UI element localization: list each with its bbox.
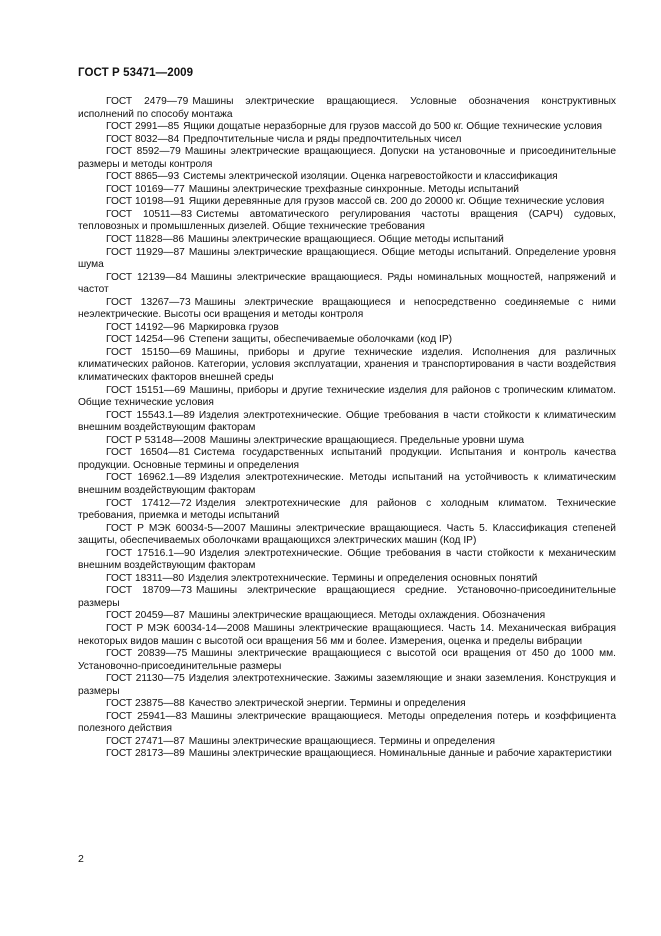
- reference-code: ГОСТ 25941—83: [106, 710, 187, 722]
- reference-item: [78, 297, 616, 322]
- reference-code: ГОСТ 13267—73: [106, 296, 191, 308]
- reference-title: Степени защиты, обеспечиваемые оболочками (код IP): [188, 334, 453, 346]
- reference-code: ГОСТ 15543.1—89: [106, 409, 195, 421]
- reference-item: [78, 610, 616, 623]
- reference-title: Машины электрические вращающиеся. Общие методы испытаний. Определение уровня шума: [78, 246, 616, 271]
- reference-title: Машины электрические трехфазные синхронные. Методы испытаний: [188, 183, 519, 195]
- reference-title: Изделия электротехнические для районов с холодным климатом. Технические требования, приемка и методы испытаний: [78, 497, 616, 522]
- reference-item: [78, 96, 616, 121]
- reference-item: [78, 573, 616, 586]
- document-header: ГОСТ Р 53471—2009: [78, 67, 194, 79]
- reference-item: [78, 673, 616, 698]
- reference-item: [78, 447, 616, 472]
- reference-code: ГОСТ 17516.1—90: [106, 547, 196, 559]
- reference-code: ГОСТ 23875—88: [106, 698, 185, 710]
- reference-code: ГОСТ 16504—81: [106, 447, 190, 459]
- reference-title: Маркировка грузов: [188, 321, 279, 333]
- reference-code: ГОСТ 28173—89: [106, 748, 185, 760]
- reference-title: Машины электрические вращающиеся. Общие методы испытаний: [188, 234, 504, 246]
- reference-code: ГОСТ 8032—84: [106, 133, 180, 145]
- reference-code: ГОСТ 11828—86: [106, 234, 185, 246]
- reference-code: ГОСТ 14192—96: [106, 321, 185, 333]
- reference-code: ГОСТ 2479—79: [106, 96, 189, 107]
- reference-title: Машины электрические вращающиеся. Методы определения потерь и коэффициента полезного действия: [78, 710, 616, 735]
- reference-title: Машины электрические вращающиеся. Термины и определения: [188, 735, 496, 747]
- reference-code: ГОСТ 11929—87: [106, 246, 185, 258]
- reference-title: Изделия электротехнические. Общие требования в части стойкости к механическим внешним воздействующим факторам: [78, 547, 616, 572]
- reference-item: [78, 548, 616, 573]
- reference-title: Предпочтительные числа и ряды предпочтительных чисел: [183, 133, 462, 145]
- reference-item: [78, 435, 616, 448]
- reference-code: ГОСТ 15150—69: [106, 346, 192, 358]
- reference-code: ГОСТ Р 53148—2008: [106, 434, 206, 446]
- reference-title: Машины электрические вращающиеся. Часть 5. Классификация степеней защиты, обеспечиваемых оболочками вращающихся электрических машин (Код IP): [78, 522, 616, 547]
- reference-code: ГОСТ 10198—91: [106, 196, 185, 208]
- reference-code: ГОСТ 10511—83: [106, 208, 193, 220]
- reference-code: ГОСТ 18311—80: [106, 572, 185, 584]
- reference-title: Машины электрические вращающиеся. Методы охлаждения. Обозначения: [188, 610, 546, 622]
- reference-code: ГОСТ 20459—87: [106, 610, 185, 622]
- reference-code: ГОСТ 18709—73: [106, 585, 192, 597]
- reference-title: Машины электрические вращающиеся и непосредственно соединяемые с ними неэлектрические. Высоты оси вращения и методы контроля: [78, 296, 616, 321]
- reference-item: [78, 134, 616, 147]
- reference-item: [78, 184, 616, 197]
- reference-code: ГОСТ 20839—75: [106, 648, 188, 660]
- reference-title: Качество электрической энергии. Термины и определения: [188, 698, 466, 710]
- reference-title: Изделия электротехнические. Термины и определения основных понятий: [188, 572, 538, 584]
- page-number: 2: [78, 853, 84, 865]
- reference-code: ГОСТ 27471—87: [106, 735, 185, 747]
- reference-item: [78, 247, 616, 272]
- reference-code: ГОСТ 21130—75: [106, 673, 185, 685]
- reference-title: Машины, приборы и другие технические изделия для районов с тропическим климатом. Общие технические условия: [78, 384, 616, 409]
- reference-item: [78, 272, 616, 297]
- reference-item: [78, 698, 616, 711]
- reference-code: ГОСТ 14254—96: [106, 334, 185, 346]
- reference-title: Машины электрические вращающиеся. Предельные уровни шума: [209, 434, 525, 446]
- reference-code: ГОСТ 12139—84: [106, 271, 187, 283]
- reference-item: [78, 196, 616, 209]
- reference-code: ГОСТ 15151—69: [106, 384, 186, 396]
- reference-item: [78, 736, 616, 749]
- reference-title: Изделия электротехнические. Общие требования в части стойкости к климатическим внешним воздействующим факторам: [78, 409, 616, 434]
- reference-code: ГОСТ 10169—77: [106, 183, 185, 195]
- reference-title: Машины электрические вращающиеся. Условные обозначения конструктивных исполнений по способу монтажа: [78, 96, 616, 120]
- reference-item: [78, 585, 616, 610]
- reference-title: Машины электрические вращающиеся. Допуски на установочные и присоединительные размеры и методы контроля: [78, 146, 617, 170]
- reference-item: [78, 523, 616, 548]
- reference-title: Машины электрические вращающиеся. Часть 14. Механическая вибрация некоторых видов машин с высотой оси вращения 56 мм и более. Измерения, оценка и пределы вибрации: [78, 622, 617, 647]
- reference-item: [78, 711, 616, 736]
- reference-title: Машины электрические вращающиеся средние. Установочно-присоединительные размеры: [78, 585, 616, 609]
- reference-item: [78, 623, 616, 648]
- reference-item: [78, 410, 616, 435]
- reference-item: [78, 472, 616, 497]
- reference-title: Машины электрические вращающиеся. Ряды номинальных мощностей, напряжений и частот: [78, 271, 616, 296]
- reference-code: ГОСТ 8592—79: [106, 146, 181, 158]
- reference-title: Машины электрические вращающиеся с высотой оси вращения от 450 до 1000 мм. Установочно-присоединительные размеры: [78, 648, 616, 672]
- reference-code: ГОСТ 8865—93: [106, 171, 180, 183]
- reference-title: Изделия электротехнические. Зажимы заземляющие и знаки заземления. Конструкция и размеры: [78, 673, 617, 697]
- reference-title: Ящики дощатые неразборные для грузов массой до 500 кг. Общие технические условия: [183, 121, 603, 133]
- reference-code: ГОСТ 2991—85: [106, 121, 180, 133]
- reference-item: [78, 498, 616, 523]
- reference-item: [78, 334, 616, 347]
- reference-code: ГОСТ 17412—72: [106, 497, 192, 509]
- reference-item: [78, 322, 616, 335]
- references-list: [78, 96, 616, 761]
- reference-item: [78, 648, 616, 673]
- reference-title: Машины электрические вращающиеся. Номинальные данные и рабочие характеристики: [188, 748, 612, 760]
- reference-title: Изделия электротехнические. Методы испытаний на устойчивость к климатическим внешним воздействующим факторам: [78, 472, 616, 496]
- reference-item: [78, 234, 616, 247]
- reference-title: Системы электрической изоляции. Оценка нагревостойкости и классификация: [183, 171, 558, 183]
- reference-item: [78, 121, 616, 134]
- reference-item: [78, 748, 616, 761]
- reference-code: ГОСТ Р МЭК 60034-14—2008: [106, 622, 250, 634]
- reference-title: Ящики деревянные для грузов массой св. 200 до 20000 кг. Общие технические условия: [188, 196, 605, 208]
- reference-code: ГОСТ 16962.1—89: [106, 472, 196, 484]
- reference-item: [78, 171, 616, 184]
- reference-title: Системы автоматического регулирования частоты вращения (САРЧ) судовых, тепловозных и промышленных дизелей. Общие технические требования: [78, 208, 616, 233]
- reference-item: [78, 347, 616, 385]
- reference-item: [78, 385, 616, 410]
- reference-title: Машины, приборы и другие технические изделия. Исполнения для различных климатических районов. Категории, условия эксплуатации, хранения и транспортирования в части воздействия климатических факторов внешней среды: [78, 346, 616, 384]
- reference-item: [78, 209, 616, 234]
- reference-title: Система государственных испытаний продукции. Испытания и контроль качества продукции. Основные термины и определения: [78, 447, 617, 471]
- reference-code: ГОСТ Р МЭК 60034-5—2007: [106, 522, 246, 534]
- reference-item: [78, 146, 616, 171]
